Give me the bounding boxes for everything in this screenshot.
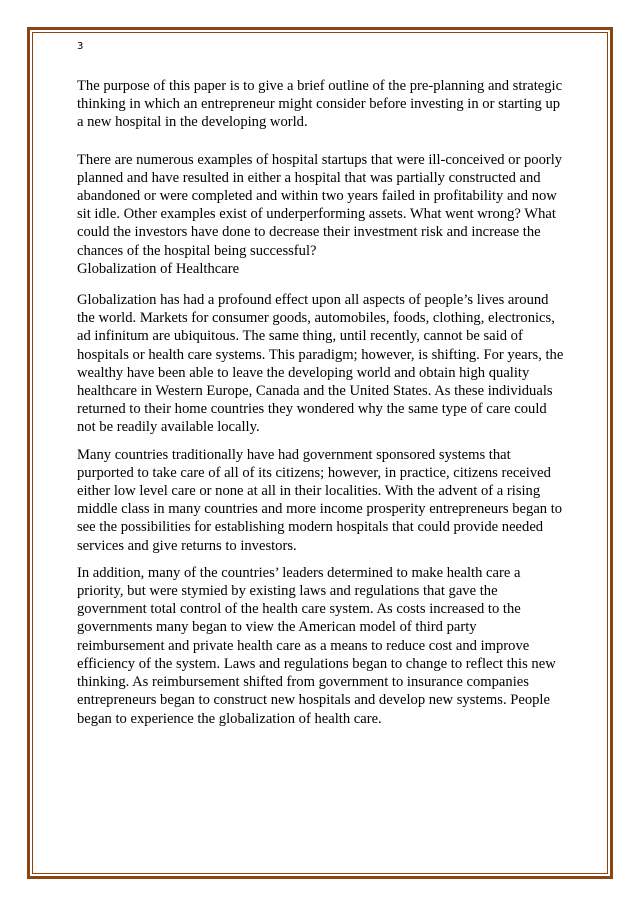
paragraph-globalization: Globalization has had a profound effect upon all aspects of people’s lives around the world. Markets for consumer goods, automobiles, foods, clothing, electronics, ad infinitum are ubiquitous. The same thing, until recently, cannot be said of hospitals or health care systems. This paradigm; however, is shifting. For years, the wealthy have been able to leave the developing world and obtain high quality healthcare in Western Europe, Canada and the United States. As these individuals returned to their home countries they wondered why the same type of care could not be readily available locally. — [77, 292, 564, 436]
section-heading: Globalization of Healthcare — [77, 260, 240, 277]
paragraph-countries: Many countries traditionally have had government sponsored systems that purported to take care of all of its citizens; however, in practice, citizens received either low level care or none at all in their localities. With the advent of a rising middle class in many countries and more income prosperity entrepreneurs began to see the possibilities for establishing modern hospitals that could provide needed services and give returns to investors. — [77, 446, 563, 554]
page-number: 3 — [77, 41, 84, 52]
paragraph-purpose: The purpose of this paper is to give a brief outline of the pre-planning and strategic thinking in which an entrepreneur might consider before investing in or starting up a new hospital in the developing world. — [77, 78, 563, 131]
paragraph-addition: In addition, many of the countries’ leaders determined to make health care a priority, but were stymied by existing laws and regulations that gave the government total control of the health care system. As costs increased to the governments many began to view the American model of third party reimbursement and private health care as a means to reduce cost and improve efficiency of the system. Laws and regulations began to change to reflect this new thinking. As reimbursement shifted from government to insurance companies entrepreneurs began to construct new hospitals and develop new systems. People began to experience the globalization of health care. — [77, 564, 556, 727]
document-body — [77, 77, 567, 737]
paragraph-examples: There are numerous examples of hospital startups that were ill-conceived or poorly planned and have resulted in either a hospital that was partially constructed and abandoned or were completed and within two years failed in profitability and now sit idle. Other examples exist of underperforming assets. What went wrong? What could the investors have done to decrease their investment risk and increase the chances of the hospital being successful? — [77, 151, 563, 259]
